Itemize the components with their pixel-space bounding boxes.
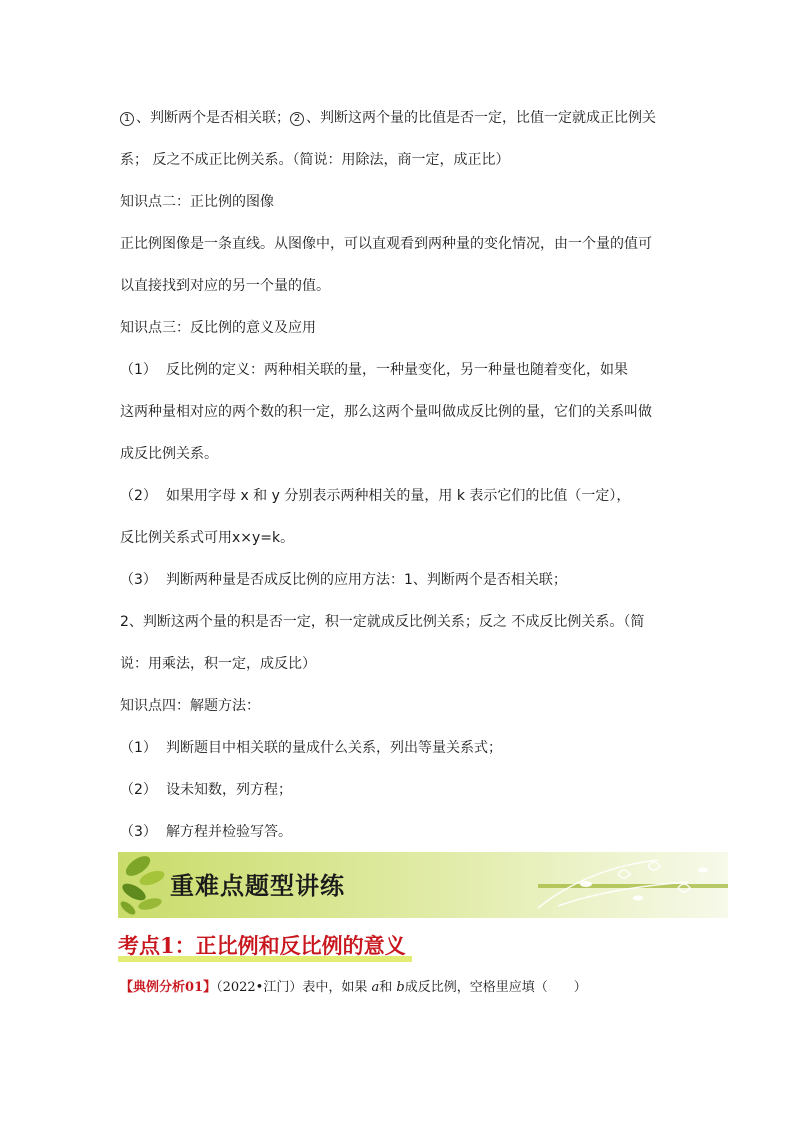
- section-heading: 知识点二：正比例的图像: [120, 194, 274, 210]
- paragraph-line: 系； 反之不成正比例关系。（简说：用除法，商一定，成正比）: [120, 152, 510, 168]
- circled-number: 2: [290, 110, 304, 126]
- paragraph-line: 反比例关系式可用x×y=k。: [120, 530, 295, 546]
- section-heading: 知识点四：解题方法：: [120, 698, 260, 714]
- paragraph-line: 1 、判断两个是否相关联； 2 、判断这两个量的比值是否一定，比值一定就成正比例关: [120, 108, 656, 128]
- example-tag: 【典例分析01】: [120, 980, 217, 995]
- numbered-item: （3） 判断两种量是否成反比例的应用方法：1、判断两个是否相关联；: [120, 572, 567, 588]
- item-number: （3）: [120, 824, 157, 840]
- paragraph-line: 以直接找到对应的另一个量的值。: [120, 278, 330, 294]
- numbered-item: （3） 解方程并检验写答。: [120, 824, 292, 840]
- example-question: 【典例分析01】（2022•江门）表中，如果 a和 b成反比例，空格里应填（ ）: [120, 980, 587, 995]
- item-number: （2）: [120, 488, 157, 504]
- numbered-item: （2） 如果用字母 x 和 y 分别表示两种相关的量，用 k 表示它们的比值（一定），: [120, 488, 631, 504]
- item-number: （1）: [120, 362, 157, 378]
- numbered-item: （2） 设未知数，列方程；: [120, 782, 292, 798]
- paragraph-line: 正比例图像是一条直线。从图像中，可以直观看到两种量的变化情况，由一个量的值可: [120, 236, 652, 252]
- numbered-item: （1） 反比例的定义：两种相关联的量，一种量变化，另一种量也随着变化，如果: [120, 362, 628, 378]
- section-heading: 知识点三：反比例的意义及应用: [120, 320, 316, 336]
- paragraph-line: 说：用乘法，积一定，成反比）: [120, 656, 316, 672]
- paragraph-line: 成反比例关系。: [120, 446, 218, 462]
- numbered-item: （1） 判断题目中相关联的量成什么关系，列出等量关系式；: [120, 740, 502, 756]
- item-number: （3）: [120, 572, 157, 588]
- item-number: （1）: [120, 740, 157, 756]
- key-point-heading: 考点1：正比例和反比例的意义: [118, 930, 406, 964]
- paragraph-line: 2、判断这两个量的积是否一定，积一定就成反比例关系；反之 不成反比例关系。（简: [120, 614, 645, 630]
- paragraph-line: 这两种量相对应的两个数的积一定，那么这两个量叫做成反比例的量，它们的关系叫做: [120, 404, 652, 420]
- circled-number: 1: [120, 110, 134, 126]
- item-number: （2）: [120, 782, 157, 798]
- banner-title: 重难点题型讲练: [170, 873, 345, 900]
- section-banner: [118, 848, 728, 920]
